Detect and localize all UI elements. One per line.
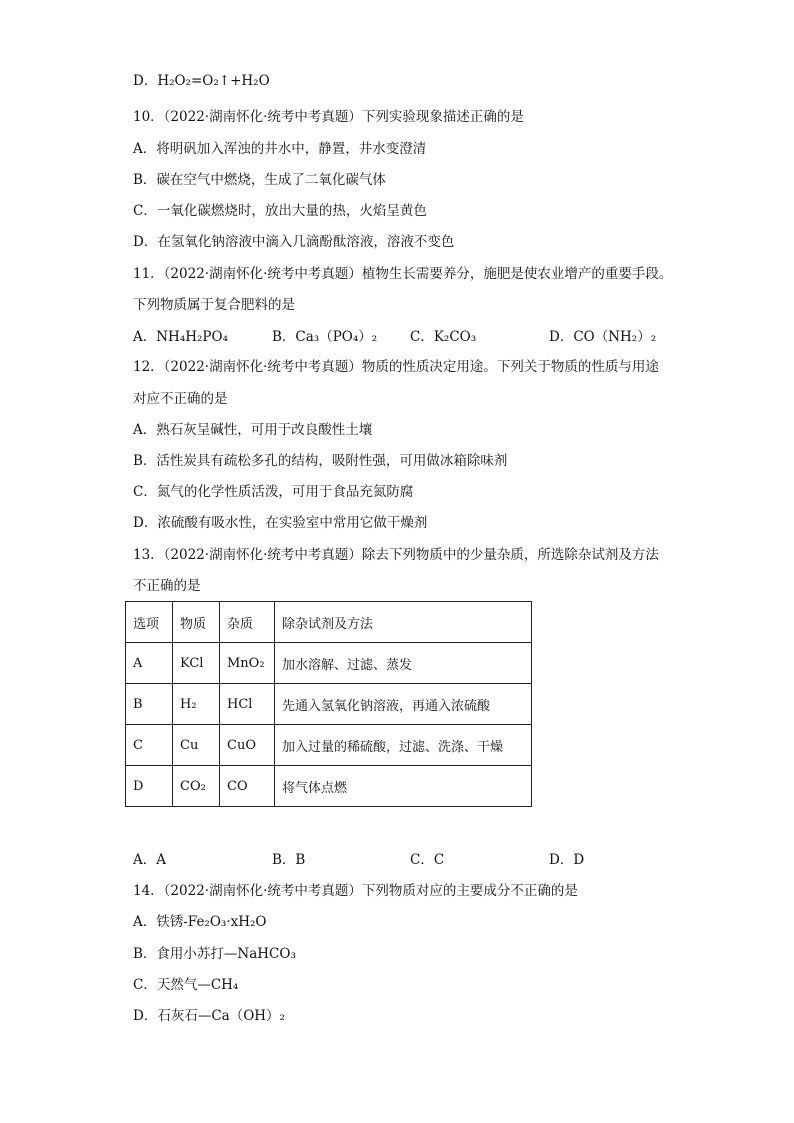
table-cell: A bbox=[126, 643, 173, 684]
table-cell: 加入过量的稀硫酸，过滤、洗涤、干燥 bbox=[275, 725, 532, 766]
q14-option-b: B．食用小苏打—NaHCO₃ bbox=[133, 946, 296, 962]
q13-option-a: A．A bbox=[133, 852, 166, 868]
q11-stem-line2: 下列物质属于复合肥料的是 bbox=[133, 297, 295, 313]
table-header-cell: 选项 bbox=[126, 602, 173, 643]
table-cell: CuO bbox=[220, 725, 275, 766]
q13-option-b: B．B bbox=[272, 852, 306, 868]
table-row bbox=[126, 643, 532, 684]
q10-stem: 10．（2022·湖南怀化·统考中考真题）下列实验现象描述正确的是 bbox=[133, 109, 524, 125]
q13-option-d: D．D bbox=[549, 852, 585, 868]
q12-stem-line1: 12．（2022·湖南怀化·统考中考真题）物质的性质决定用途。下列关于物质的性质与用途 bbox=[133, 359, 659, 375]
q11-option-d: D．CO（NH₂）₂ bbox=[549, 329, 657, 345]
q14-option-a: A．铁锈-Fe₂O₃·xH₂O bbox=[133, 914, 267, 930]
q10-option-c: C．一氧化碳燃烧时，放出大量的热，火焰呈黄色 bbox=[133, 203, 427, 219]
q12-option-d: D．浓硫酸有吸水性，在实验室中常用它做干燥剂 bbox=[133, 515, 428, 531]
q13-stem-line1: 13．（2022·湖南怀化·统考中考真题）除去下列物质中的少量杂质，所选除杂试剂及方法 bbox=[133, 547, 659, 563]
table-header-cell: 除杂试剂及方法 bbox=[275, 602, 532, 643]
q9-option-d: D．H₂O₂=O₂↑+H₂O bbox=[133, 73, 270, 89]
table-cell: H₂ bbox=[173, 684, 220, 725]
table-cell: 加水溶解、过滤、蒸发 bbox=[275, 643, 532, 684]
table-cell: CO bbox=[220, 766, 275, 807]
q12-stem-line2: 对应不正确的是 bbox=[133, 391, 228, 407]
table-cell: CO₂ bbox=[173, 766, 220, 807]
table-cell: MnO₂ bbox=[220, 643, 275, 684]
q14-option-d: D．石灰石—Ca（OH）₂ bbox=[133, 1008, 285, 1024]
table-cell: KCl bbox=[173, 643, 220, 684]
q12-option-b: B．活性炭具有疏松多孔的结构，吸附性强，可用做冰箱除味剂 bbox=[133, 453, 508, 469]
table-cell: Cu bbox=[173, 725, 220, 766]
q13-impurity-table bbox=[125, 601, 532, 807]
q12-option-c: C．氮气的化学性质活泼，可用于食品充氮防腐 bbox=[133, 484, 414, 500]
table-header-cell: 物质 bbox=[173, 602, 220, 643]
table-cell: 将气体点燃 bbox=[275, 766, 532, 807]
q10-option-d: D．在氢氧化钠溶液中滴入几滴酚酞溶液，溶液不变色 bbox=[133, 234, 455, 250]
table-cell: HCl bbox=[220, 684, 275, 725]
q13-option-c: C．C bbox=[410, 852, 445, 868]
table-cell: 先通入氢氧化钠溶液，再通入浓硫酸 bbox=[275, 684, 532, 725]
q10-option-a: A．将明矾加入浑浊的井水中，静置，井水变澄清 bbox=[133, 141, 427, 157]
table-cell: D bbox=[126, 766, 173, 807]
q11-stem-line1: 11．（2022·湖南怀化·统考中考真题）植物生长需要养分，施肥是使农业增产的重要手段。 bbox=[133, 266, 673, 282]
q14-stem: 14．（2022·湖南怀化·统考中考真题）下列物质对应的主要成分不正确的是 bbox=[133, 883, 578, 899]
table-row bbox=[126, 766, 532, 807]
table-cell: C bbox=[126, 725, 173, 766]
table-cell: B bbox=[126, 684, 173, 725]
q14-option-c: C．天然气—CH₄ bbox=[133, 977, 239, 993]
table-header-cell: 杂质 bbox=[220, 602, 275, 643]
q12-option-a: A．熟石灰呈碱性，可用于改良酸性土壤 bbox=[133, 422, 373, 438]
table-row bbox=[126, 684, 532, 725]
table-row bbox=[126, 725, 532, 766]
table-header-row bbox=[126, 602, 532, 643]
q13-stem-line2: 不正确的是 bbox=[133, 578, 201, 594]
q11-option-c: C．K₂CO₃ bbox=[410, 329, 477, 345]
q10-option-b: B．碳在空气中燃烧，生成了二氧化碳气体 bbox=[133, 172, 386, 188]
q11-option-b: B．Ca₃（PO₄）₂ bbox=[272, 329, 378, 345]
q11-option-a: A．NH₄H₂PO₄ bbox=[133, 329, 228, 345]
